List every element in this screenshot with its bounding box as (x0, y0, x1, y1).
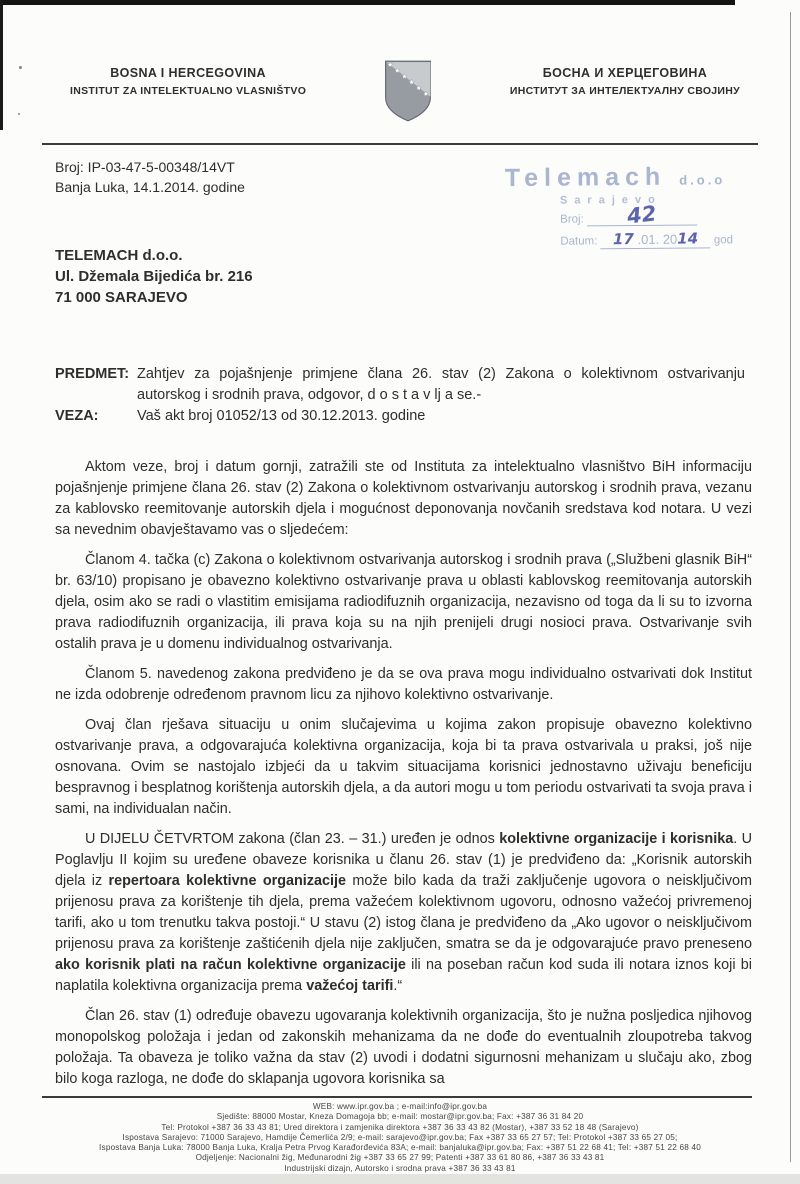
stamp-company-suffix: d.o.o (679, 172, 726, 188)
scan-edge-bottom (0, 1174, 800, 1184)
veza-row (55, 406, 745, 427)
letterhead-cyrillic (510, 58, 740, 100)
paragraph-1: Aktom veze, broj i datum gornji, zatražili ste od Instituta za intelektualno vlasništvo BiH informaciju pojašnjenje primjene člana 26. stav (2) Zakona o kolektivnom ostvarivanju autorskog i srodnih prava, vezanu za kablovsko reemitovanje autorskih djela i mogućnost deponovanja novčanih sredstava kod notara. U vezi sa nevednim obavještavamo vas o sljedećem: (55, 459, 752, 538)
stamp-datum-suffix: god (713, 234, 734, 247)
institution-name-cyrillic: БОСНА И ХЕРЦЕГОВИНА (542, 66, 708, 80)
recipient-street: Ul. Džemala Bijedića br. 216 (55, 268, 253, 285)
footer-divider (42, 1096, 752, 1098)
paragraph-2: Članom 4. tačka (c) Zakona o kolektivnom ostvarivanja autorskog i srodnih prava („Službeni glasnik BiH“ br. 63/10) propisano je obavezno kolektivno ostvarivanje prava u oblasti kablovskog reemitovanja autorskih djela, osim ako se radi o vlastitim emisijama radiodifuznih organizacija, nezavisno od toga da li su to izvorna prava radiodifuznih organizacija, ili prava koja su na njih prenijeli drugi nosioci prava. Ostvarivanje svih ostalih prava je u domenu individualnog ostvarivanja. (55, 552, 752, 652)
institution-subtitle-cyrillic: ИНСТИТУТ ЗА ИНТЕЛЕКТУАЛНУ СВОЈИНУ (509, 85, 740, 98)
paragraph-4: Ovaj član rješava situaciju u onim slučajevima u kojima zakon propisuje obavezno kolektivno ostvarivanje prava, a odgovarajuća kolektivna organizacija, koja bi ta prava ostvarivala u praksi, još nije osnovana. Ovim se nastojalo izbjeći da u takvim situacijama korisnici jednostavno uživaju beneficiju bespravnog i besplatnog korištenja autorskih djela, a da autori mogu u tom periodu ostvarivati ta svoja prava i sami, na individualan način. (55, 717, 752, 817)
footer-line: Ispostava Sarajevo: 71000 Sarajevo, Hamdije Čemerlića 2/9; e-mail: sarajevo@ipr.gov.ba; Fax +387 33 65 27 57; Tel: Protokol +387 33 65 27 05; (122, 1132, 678, 1142)
paragraph-5 (55, 829, 752, 997)
scan-edge-right (790, 12, 791, 1162)
footer-contact-block (30, 1102, 770, 1174)
paragraph-3: Članom 5. navedenog zakona predviđeno je da se ova prava mogu individualno ostvarivati dok Institut ne izda odobrenje određenom pravnom licu za njihovo kolektivno ostvarivanje. (55, 666, 752, 703)
stamp-broj-label: Broj: (560, 213, 584, 226)
stamp-company-name: Telemach d.o.o (504, 162, 726, 193)
p5-text: . U Poglavlju II kojim su uređene obaveze korisnika u članu 26. stav (1) je predviđeno da: „Korisnik autorskih djela iz (55, 831, 753, 889)
footer-line: WEB: www.ipr.gov.ba ; e-mail:info@ipr.gov.ba (312, 1102, 488, 1111)
letter-body (55, 457, 752, 1090)
telemach-received-stamp (505, 162, 766, 250)
letterhead (0, 0, 800, 129)
bih-coat-of-arms-icon (380, 58, 436, 129)
recipient-name: TELEMACH d.o.o. (55, 247, 183, 264)
institution-subtitle-latin: INSTITUT ZA INTELEKTUALNO VLASNIŠTVO (70, 85, 307, 98)
stamp-datum-line (600, 229, 710, 249)
letterhead-latin (70, 58, 306, 100)
p5-text: U DIJELU ČETVRTOM zakona (član 23. – 31.) uređen je odnos (85, 831, 500, 847)
veza-label: VEZA: (55, 408, 99, 424)
stamp-datum-printed: .01. 20 (633, 231, 678, 248)
predmet-row (55, 364, 745, 406)
footer-line: Tel: Protokol +387 36 33 43 81; Ured direktora i zamjenika direktora +387 36 33 43 82 (Mostar), +387 33 52 18 48 (Sarajevo) (161, 1122, 639, 1132)
footer-line: Ispostava Banja Luka: 78000 Banja Luka, Kralja Petra Prvog Karađorđevića 83A; e-mail: banjaluka@ipr.gov.ba; Fax: +387 51 22 68 41; Tel: +387 51 22 68 40 (99, 1143, 701, 1153)
recipient-city: 71 000 SARAJEVO (55, 289, 188, 306)
veza-text: Vaš akt broj 01052/13 od 30.12.2013. godine (137, 408, 426, 424)
stamp-datum-handwritten-day: 17 (612, 230, 634, 249)
stamp-broj-row (560, 201, 765, 229)
reference-date: Banja Luka, 14.1.2014. godine (55, 179, 245, 195)
stamp-broj-handwritten: 42 (626, 201, 658, 229)
predmet-label: PREDMET: (55, 366, 130, 382)
paragraph-6: Član 26. stav (1) određuje obavezu ugovaranja kolektivnih organizacija, što je nužna posljedica njihovog monopolskog položaja i jedan od zakonskih mehanizama da ne dođe do eventualnih zloupotreba takvog položaja. Ta obaveza je toliko važna da stav (2) uvodi i dodatni sigurnosni mehanizam u slučaju ako, zbog bilo koga razloga, ne dođe do sklapanja ugovora korisnika sa (55, 1008, 752, 1087)
header-divider (42, 143, 758, 145)
p5-bold: važećoj tarifi (306, 978, 394, 994)
reference-number: Broj: IP-03-47-5-00348/14VT (55, 159, 235, 175)
p5-text: ili na poseban račun kod suda ili notara iznos koji bi naplatila kolektivna organizacija prema (55, 957, 753, 994)
scan-speck (19, 66, 22, 69)
stamp-datum-handwritten-year: 14 (677, 229, 699, 248)
predmet-text: Zahtjev za pojašnjenje primjene člana 26. stav (2) Zakona o kolektivnom ostvarivanju autorskog i srodnih prava, odgovor, d o s t a v lj a se.- (137, 366, 745, 403)
scan-edge-left (0, 0, 3, 130)
stamp-broj-line (587, 201, 697, 229)
p5-bold: ako korisnik plati na račun kolektivne organizacije (55, 957, 406, 973)
p5-bold: repertoara kolektivne organizacije (108, 873, 346, 889)
p5-bold: kolektivne organizacije i korisnika (499, 831, 734, 847)
footer-line: Industrijski dizajn, Autorsko i srodna prava +387 36 33 43 81 (284, 1163, 516, 1173)
p5-text: može bilo kada da traži zaključenje ugovora o neisključivom prijenosu prava za korištenje tih djela, prema važećem kolektivnom ugovoru, odnosno važećoj privremenoj tarifi, ako u tom trenutku takva postoji.“ U stavu (2) istog člana je predviđeno da „Ako ugovor o neisključivom prijenosu prava za korištenje zaštićenih djela nije zaključen, smatra se da je odgovarajuće pravo preneseno (55, 873, 753, 952)
scan-edge-top (0, 0, 735, 5)
institution-name-latin: BOSNA I HERCEGOVINA (110, 66, 266, 80)
footer-line: Odjeljenje: Nacionalni žig, Međunarodni žig +387 33 65 27 99; Patenti +387 33 61 80 86, +387 36 33 43 81 (195, 1153, 605, 1163)
stamp-city: Sarajevo (559, 193, 662, 207)
scan-speck (18, 113, 20, 115)
stamp-datum-row (560, 229, 765, 250)
stamp-datum-label: Datum: (560, 235, 598, 248)
p5-text: .“ (393, 978, 403, 994)
footer-line: Sjedište: 88000 Mostar, Kneza Domagoja bb; e-mail: mostar@ipr.gov.ba; Fax: +387 36 31 84 20 (216, 1112, 584, 1122)
subject-block (55, 364, 745, 427)
recipient-address (55, 245, 800, 308)
